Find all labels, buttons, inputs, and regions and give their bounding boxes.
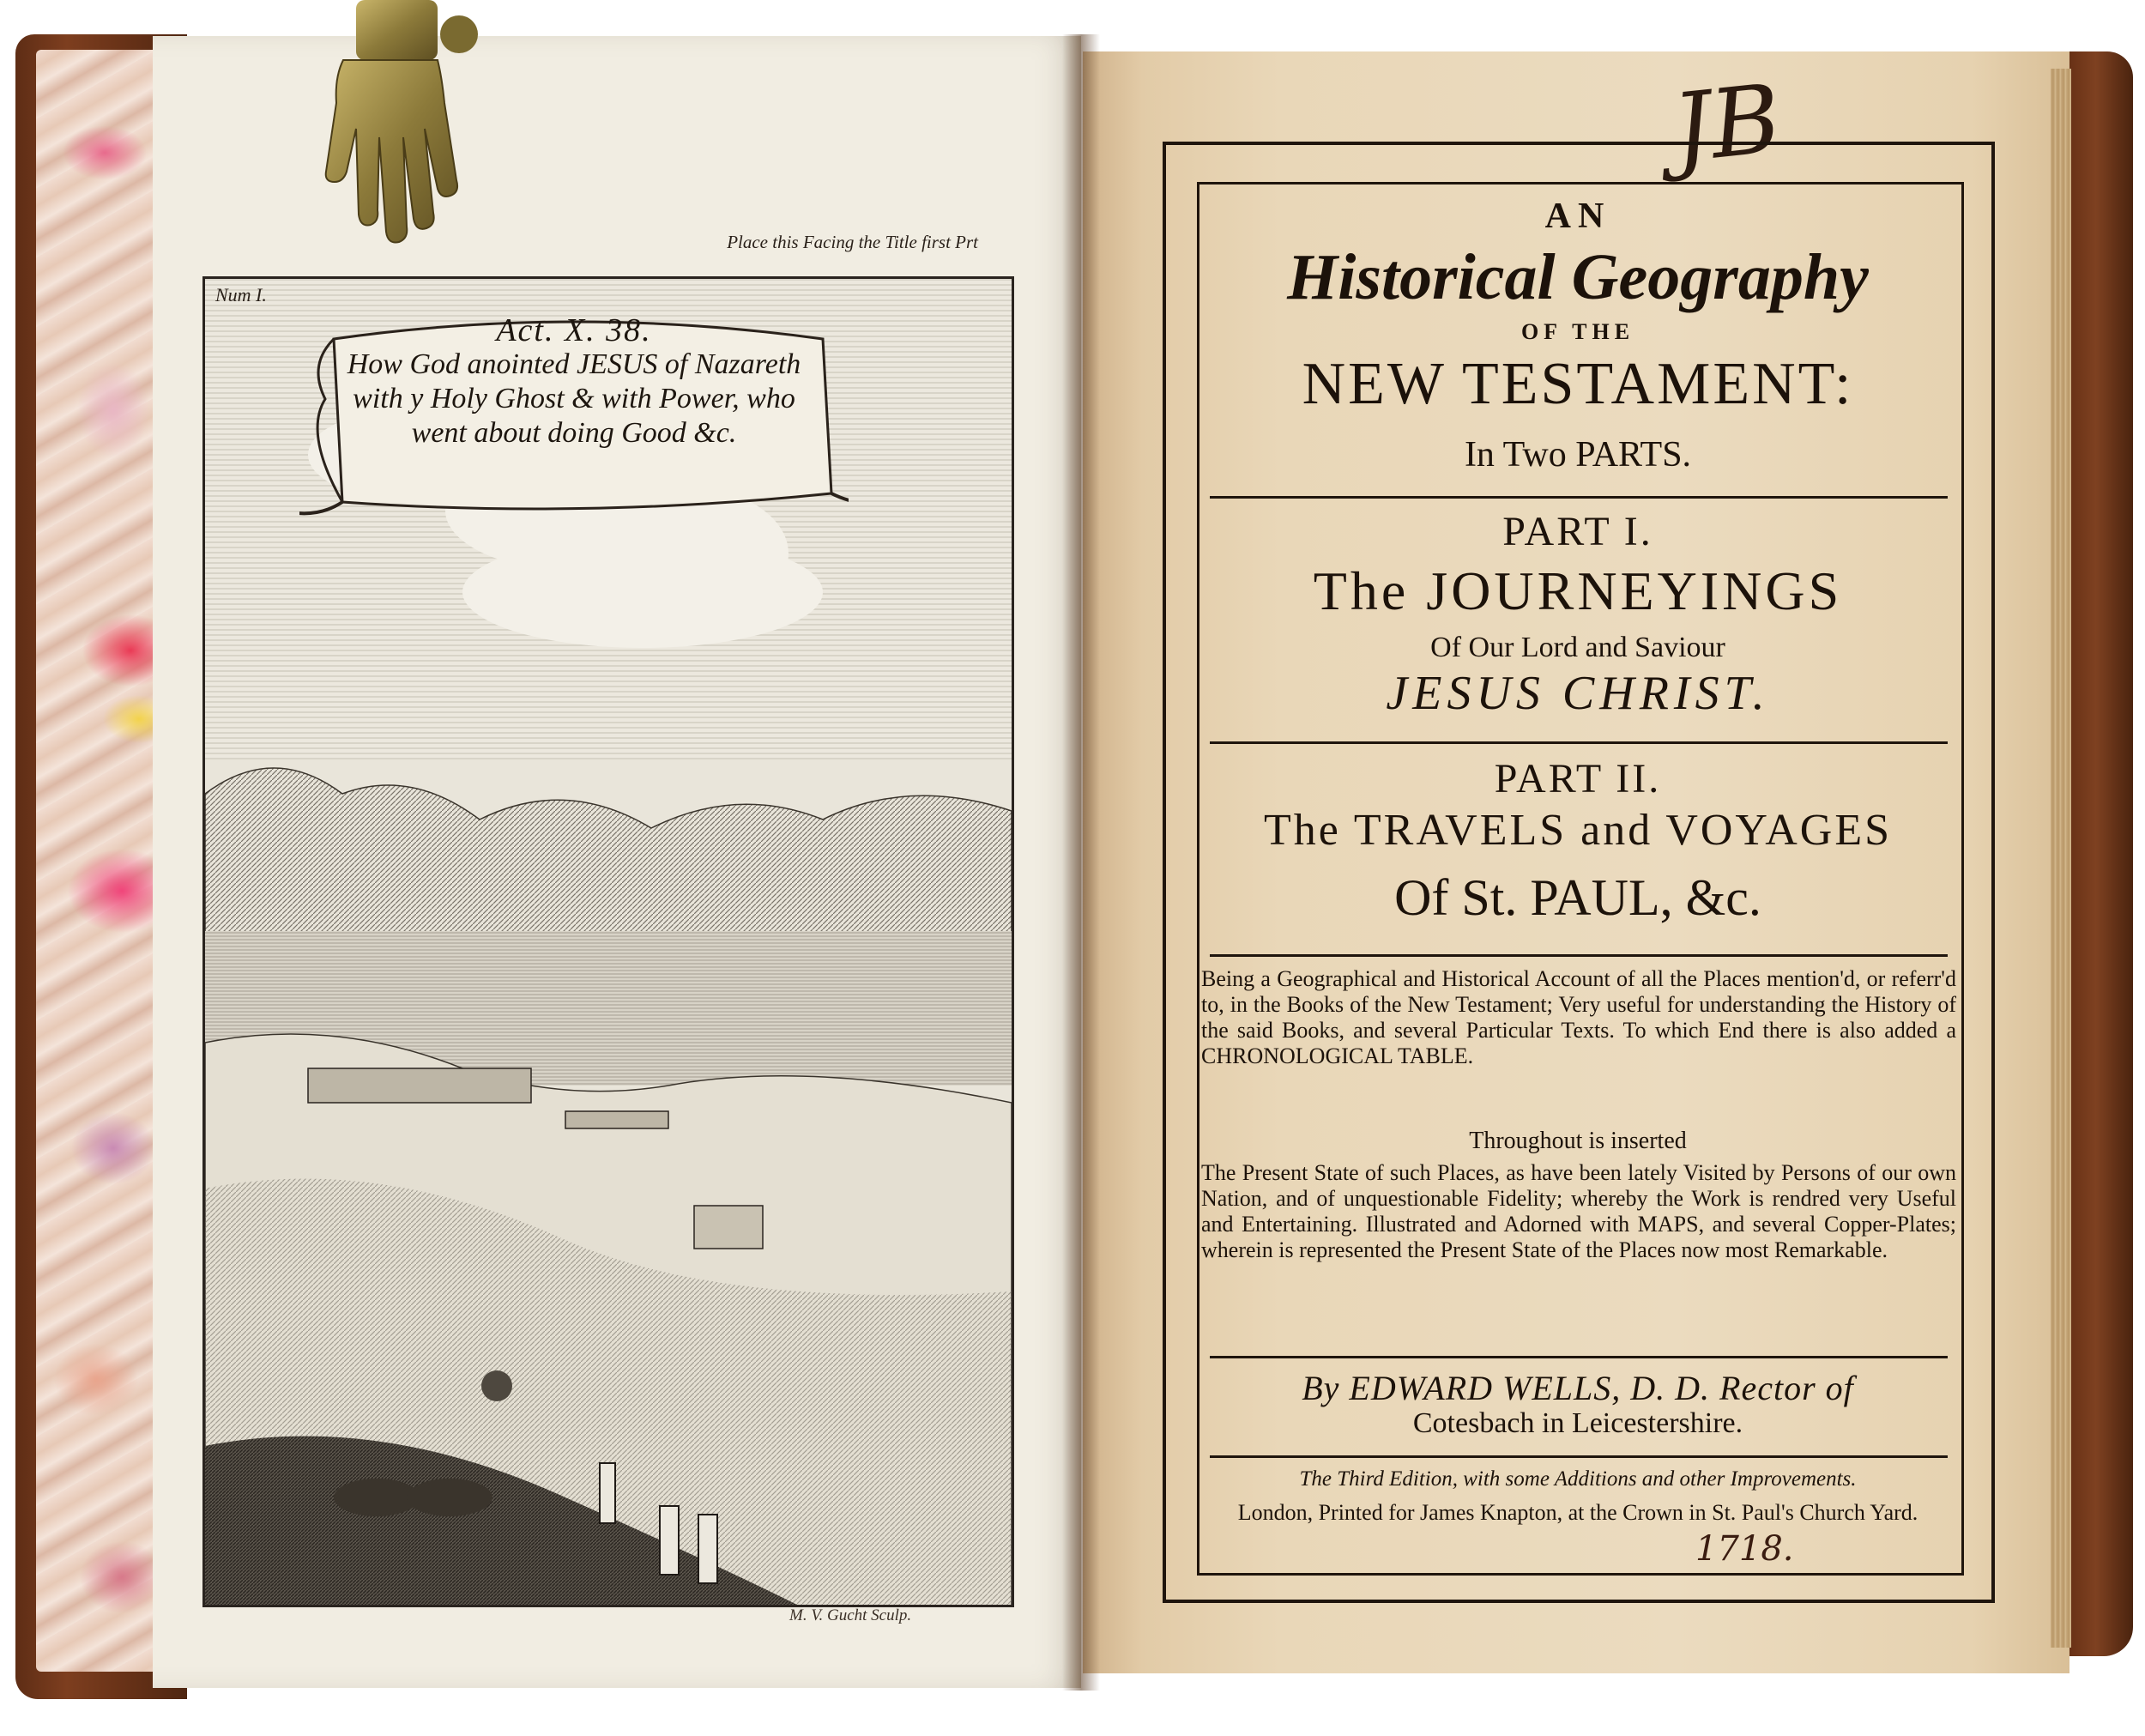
present-state-paragraph: The Present State of such Places, as have been lately Visited by Persons of our own Nation, and of unquestionable Fidelity; whereby the Work is rendred very Useful and Entertaining. Illustrated and Adorned with MAPS, and several Copper-Plates; wherein is represented the Present State of the Places now most Remarkable.	[1201, 1160, 1956, 1262]
title-in-two-parts: In Two PARTS.	[1464, 435, 1692, 475]
handwritten-year: 1718.	[1695, 1529, 1794, 1569]
part2-subtitle: Of St. PAUL, &c.	[1394, 869, 1761, 926]
title-new-testament: NEW TESTAMENT:	[1302, 351, 1854, 417]
author-line: By EDWARD WELLS, D. D. Rector of	[1302, 1369, 1854, 1407]
throughout-line: Throughout is inserted	[1469, 1128, 1687, 1154]
plate-number: Num I.	[215, 284, 267, 305]
rule	[1210, 1455, 1948, 1458]
part1-title: The JOURNEYINGS	[1313, 560, 1843, 621]
brass-hand-bookmark-icon	[317, 0, 498, 257]
banner-text	[308, 313, 840, 451]
page-edges	[2051, 69, 2071, 1648]
rule	[1210, 954, 1948, 957]
part1-name: JESUS CHRIST.	[1386, 667, 1770, 720]
banner-line-2: How God anointed JESUS of Nazareth	[347, 348, 801, 380]
rule	[1210, 1356, 1948, 1358]
edition-line: The Third Edition, with some Additions and other Improvements.	[1299, 1467, 1857, 1491]
banner-line-1: Act. X. 38.	[496, 312, 652, 348]
placement-note: Place this Facing the Title first Prt	[727, 232, 978, 252]
part1-subtitle: Of Our Lord and Saviour	[1430, 632, 1725, 663]
part2-title: The TRAVELS and VOYAGES	[1263, 806, 1893, 855]
title-of-the: OF THE	[1520, 319, 1635, 344]
imprint: London, Printed for James Knapton, at the Crown in St. Paul's Church Yard.	[1237, 1500, 1918, 1525]
cloud	[462, 536, 823, 648]
book-gutter	[1062, 34, 1100, 1691]
author-place: Cotesbach in Leicestershire.	[1412, 1407, 1743, 1439]
banner-line-3: with y Holy Ghost & with Power, who	[353, 383, 795, 414]
title-historical-geography: Historical Geography	[1287, 241, 1869, 313]
handwritten-annotation: JB	[1667, 63, 1786, 184]
rule	[1210, 741, 1948, 744]
part1-heading: PART I.	[1502, 509, 1653, 554]
engraver-credit: M. V. Gucht Sculp.	[789, 1606, 912, 1624]
rule	[1210, 496, 1948, 499]
engraved-landscape	[205, 759, 1012, 1607]
title-word-an: AN	[1544, 197, 1611, 236]
description-paragraph: Being a Geographical and Historical Account of all the Places mention'd, or referr'd to, in the Books of the New Testament; Very useful for understanding the History of the said Books, and several Particular Texts. To which End there is also added a CHRONOLOGICAL TABLE.	[1201, 966, 1956, 1068]
frontispiece-engraving	[202, 276, 1014, 1607]
banner-line-4: went about doing Good &c.	[411, 417, 737, 449]
part2-heading: PART II.	[1494, 756, 1662, 801]
